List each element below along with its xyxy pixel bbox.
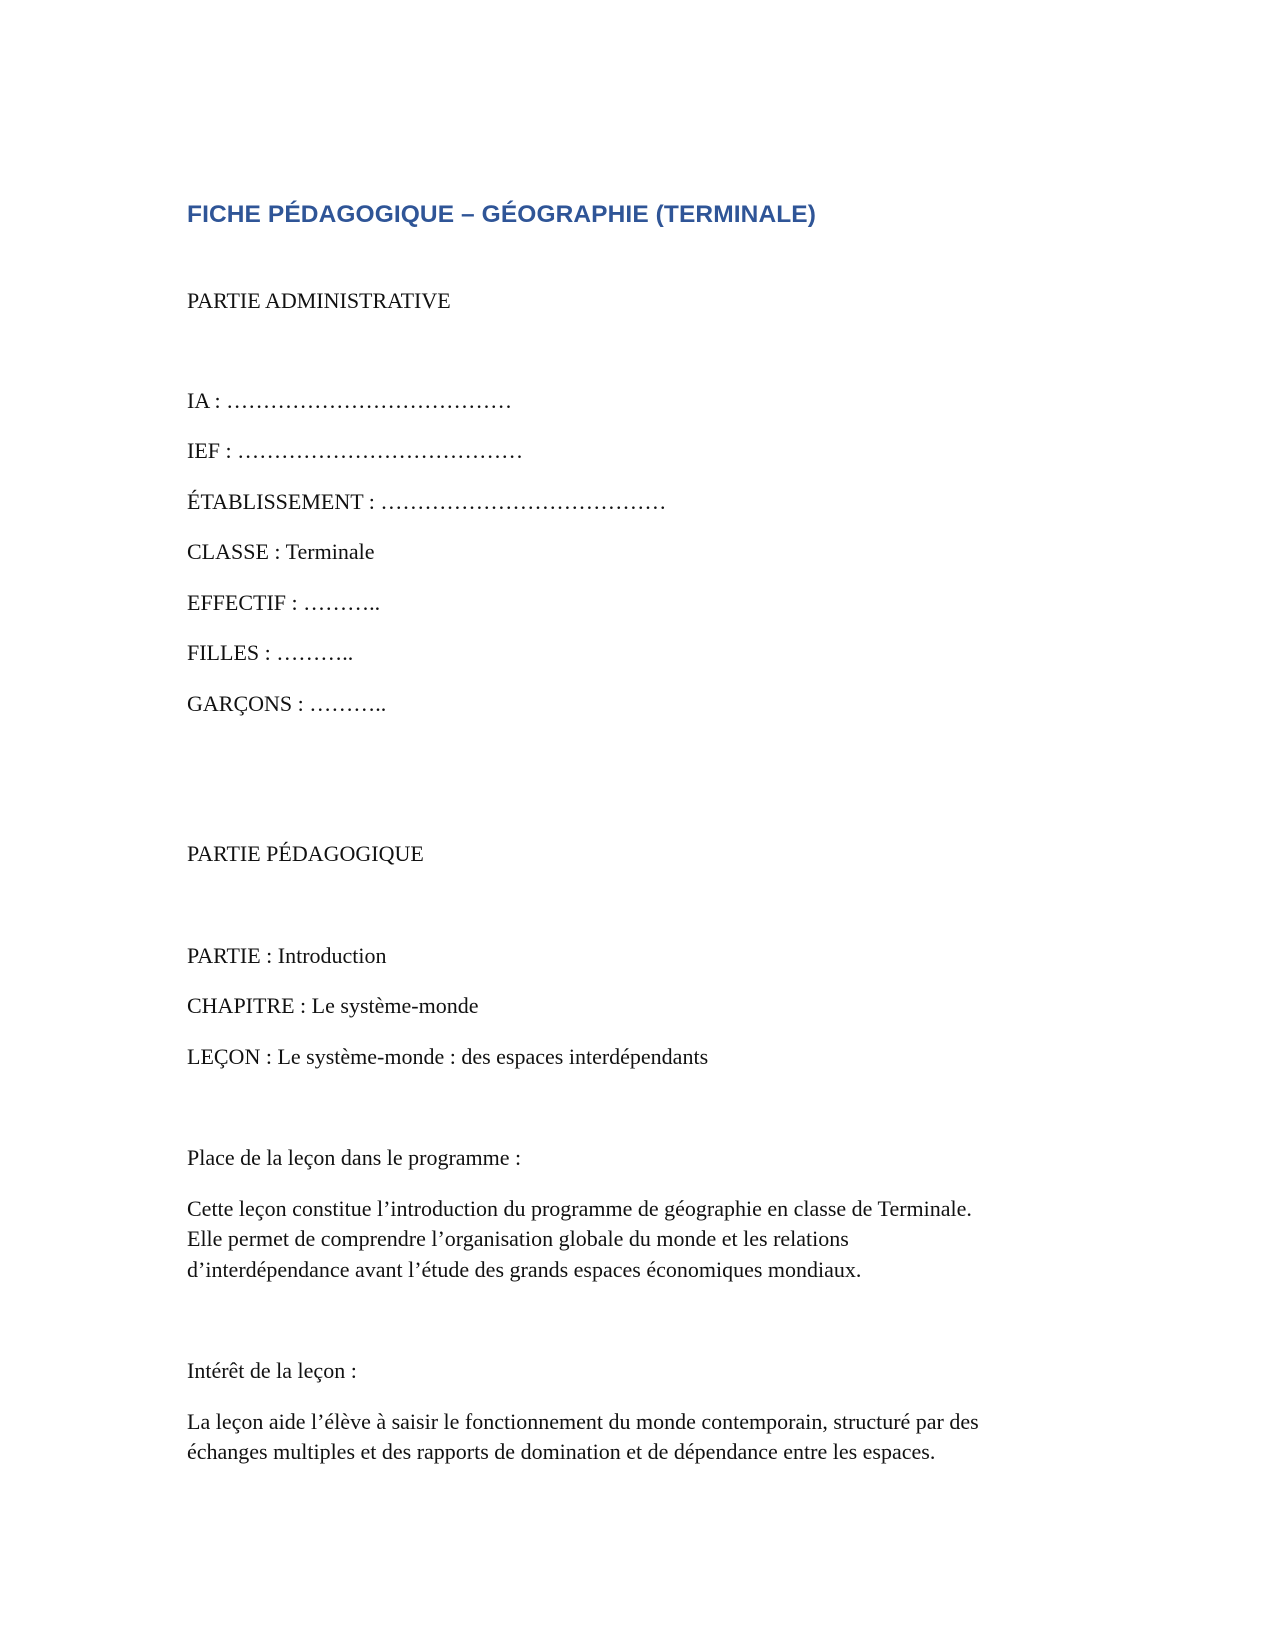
administrative-heading: PARTIE ADMINISTRATIVE [187, 288, 451, 313]
effectif-field: EFFECTIF : ……….. [187, 590, 381, 615]
interet-text-line-2: échanges multiples et des rapports de domination et de dépendance entre les espaces. [187, 1439, 936, 1464]
pedagogique-heading: PARTIE PÉDAGOGIQUE [187, 841, 424, 866]
lecon-field: LEÇON : Le système-monde : des espaces interdépendants [187, 1044, 709, 1069]
partie-field: PARTIE : Introduction [187, 943, 387, 968]
chapitre-field: CHAPITRE : Le système-monde [187, 993, 479, 1018]
place-label: Place de la leçon dans le programme : [187, 1145, 522, 1170]
etablissement-field: ÉTABLISSEMENT : ………………………………… [187, 489, 667, 514]
ief-field: IEF : ………………………………… [187, 438, 524, 463]
filles-field: FILLES : ……….. [187, 640, 354, 665]
place-text-line-2: Elle permet de comprendre l’organisation globale du monde et les relations [187, 1226, 849, 1251]
document-title: FICHE PÉDAGOGIQUE – GÉOGRAPHIE (TERMINALE) [187, 201, 816, 228]
interet-text-line-1: La leçon aide l’élève à saisir le fonctionnement du monde contemporain, structuré par des [187, 1409, 979, 1434]
classe-field: CLASSE : Terminale [187, 539, 375, 564]
place-text-line-3: d’interdépendance avant l’étude des grands espaces économiques mondiaux. [187, 1257, 862, 1282]
garcons-field: GARÇONS : ……….. [187, 691, 387, 716]
ia-field: IA : ………………………………… [187, 388, 513, 413]
interet-label: Intérêt de la leçon : [187, 1358, 357, 1383]
place-text-line-1: Cette leçon constitue l’introduction du programme de géographie en classe de Terminale. [187, 1196, 972, 1221]
